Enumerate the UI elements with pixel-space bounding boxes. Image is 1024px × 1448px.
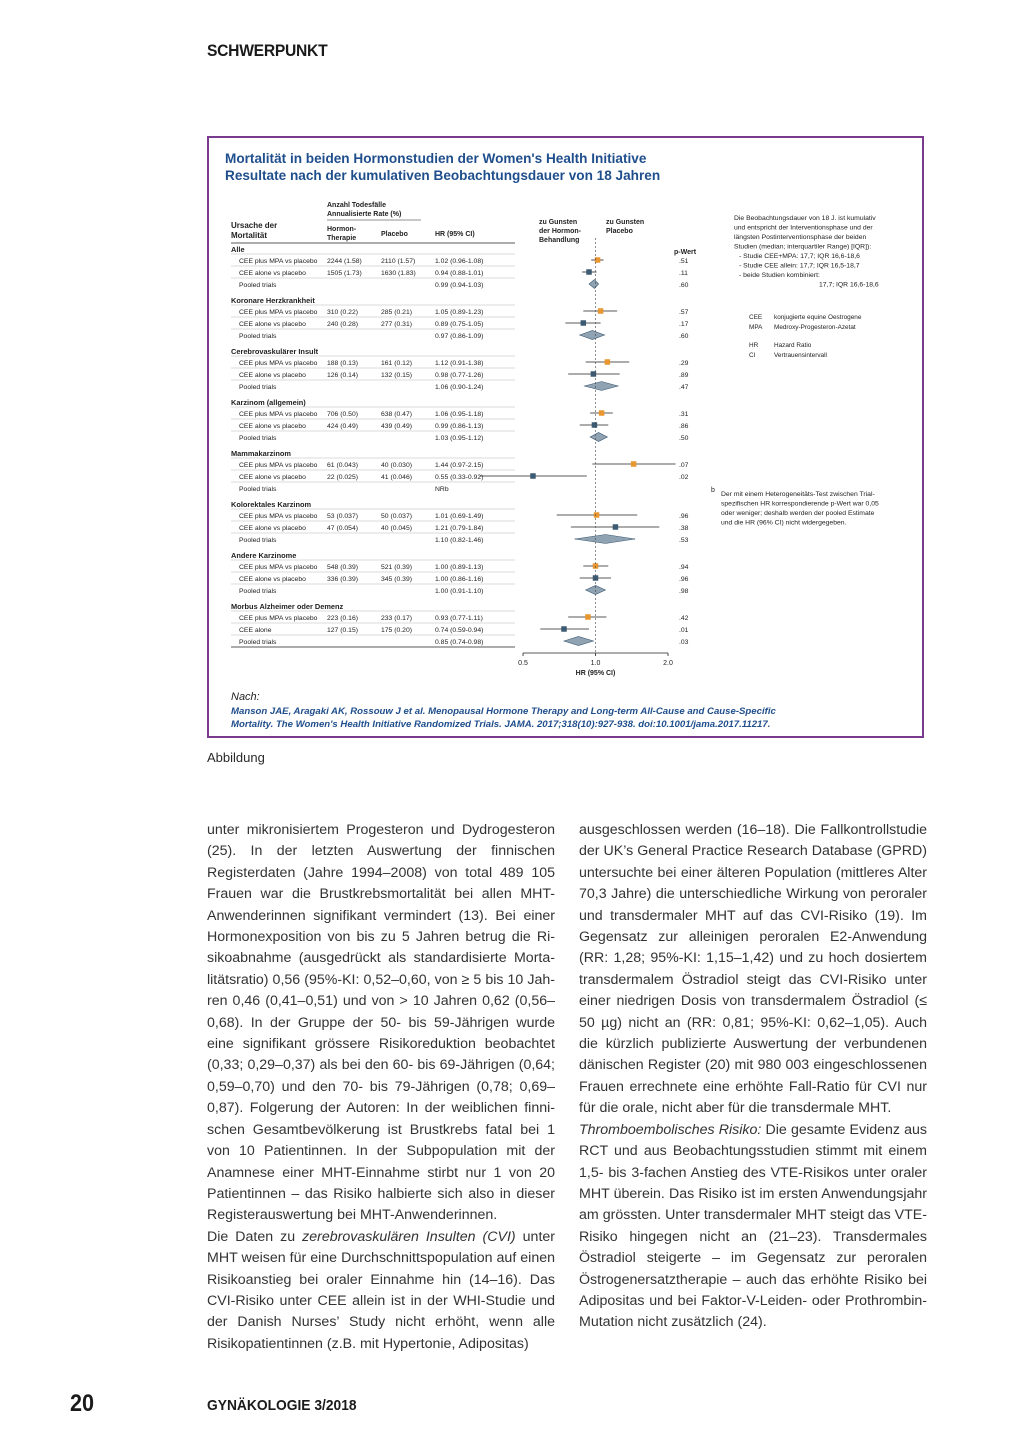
p-value: .50 xyxy=(679,435,689,442)
group-heading: Karzinom (allgemein) xyxy=(231,398,306,407)
row-label: Pooled trials xyxy=(239,333,277,340)
hr-point-alone xyxy=(586,269,592,275)
placebo-value: 2110 (1.57) xyxy=(381,258,416,265)
row-label: Pooled trials xyxy=(239,384,277,391)
row-label: CEE plus MPA vs placebo xyxy=(239,462,318,469)
favors-placebo-label: Placebo xyxy=(606,228,633,235)
hr-value: 1.01 (0.69-1.49) xyxy=(435,513,484,520)
row-label: CEE plus MPA vs placebo xyxy=(239,258,318,265)
hr-value: 1.00 (0.91-1.10) xyxy=(435,588,484,595)
hr-value: 0.85 (0.74-0.98) xyxy=(435,639,484,646)
hormone-value: 188 (0.13) xyxy=(327,360,358,367)
placebo-value: 439 (0.49) xyxy=(381,423,412,430)
body-column-right xyxy=(579,820,927,1334)
row-label: Pooled trials xyxy=(239,282,277,289)
hr-point-mpa xyxy=(631,461,637,467)
body-paragraph: ausgeschlossen werden (16–18). Die Fallkontrollstudie der UK’s General Practice Research Database (GPRD) untersuchte bei einer älteren Population (mittleres Alter 70,3 Jahre) die unterschiedliche Wirkung von peroraler und transdermaler MHT auf das CVI-Risiko (19). Im Gegensatz zur alleinigen peroralen E2-Anwendung (RR: 1,28; 95%-KI: 1,15–1,42) und zu hoch dosiertem transdermalem Östradiol steigt das CVI-Risiko unter einer niedrigen Dosis von transdermalem Östradiol (≤ 50 µg) nicht an (RR: 0,81; 95%-KI: 0,62–1,05). Auch die kürzlich publizierte Auswertung der verbundenen dänischen Register (20) mit 980 003 eingeschlossenen Frauen errechnete eine erhöhte Fall-Ratio für CVI nur für die orale, nicht aber für die transdermale MHT. xyxy=(579,822,927,1117)
hr-value: 1.10 (0.82-1.46) xyxy=(435,537,484,544)
row-label: CEE alone vs placebo xyxy=(239,270,306,277)
hr-header: HR (95% CI) xyxy=(435,231,475,238)
group-heading: Mammakarzinom xyxy=(231,449,291,458)
row-label: CEE alone vs placebo xyxy=(239,423,306,430)
hormone-value: 240 (0.28) xyxy=(327,321,358,328)
page-number: 20 xyxy=(70,1390,95,1417)
hormone-value: 1505 (1.73) xyxy=(327,270,362,277)
pooled-diamond xyxy=(590,433,607,442)
placebo-value: 233 (0.17) xyxy=(381,615,412,622)
row-label: Pooled trials xyxy=(239,537,277,544)
note-line: und entspricht der Interventionsphase und der xyxy=(734,224,873,232)
row-label: CEE alone vs placebo xyxy=(239,576,306,583)
placebo-value: 40 (0.030) xyxy=(381,462,412,469)
favors-hormone-label: Behandlung xyxy=(539,237,580,244)
hormone-value: 2244 (1.58) xyxy=(327,258,362,265)
placebo-value: 345 (0.39) xyxy=(381,576,412,583)
footnote-mark: b xyxy=(711,487,715,494)
note-line: - Studie CEE allein: 17,7; IQR 16,5-18,7 xyxy=(739,262,860,270)
hr-value: 0.97 (0.86-1.09) xyxy=(435,333,484,340)
row-label: CEE alone vs placebo xyxy=(239,372,306,379)
p-value: .60 xyxy=(679,333,689,340)
row-label: Pooled trials xyxy=(239,435,277,442)
source-citation: Manson JAE, Aragaki AK, Rossouw J et al. Menopausal Hormone Therapy and Long-term All-Cause and Cause-Specific xyxy=(231,706,776,717)
p-value: .31 xyxy=(679,411,689,418)
section-header: SCHWERPUNKT xyxy=(207,41,328,60)
source-citation: Mortality. The Women's Health Initiative Randomized Trials. JAMA. 2017;318(10):927-938. doi:10.1001/jama.2017.11217. xyxy=(231,719,771,730)
placebo-value: 521 (0.39) xyxy=(381,564,412,571)
hr-point-mpa xyxy=(598,308,604,314)
row-label: CEE plus MPA vs placebo xyxy=(239,513,318,520)
group-heading: Koronare Herzkrankheit xyxy=(231,296,315,305)
abbreviation-text: Medroxy-Progesteron-Azetat xyxy=(774,324,856,331)
hormone-value: 310 (0.22) xyxy=(327,309,358,316)
favors-hormone-label: der Hormon- xyxy=(539,228,581,235)
hormone-value: 126 (0.14) xyxy=(327,372,358,379)
hr-value: NRb xyxy=(435,486,449,493)
p-value: .38 xyxy=(679,525,689,532)
p-value: .53 xyxy=(679,537,689,544)
hr-value: 1.06 (0.90-1.24) xyxy=(435,384,484,391)
placebo-value: 161 (0.12) xyxy=(381,360,412,367)
abbreviation-text: Vertrauensintervall xyxy=(774,352,827,359)
p-value: .86 xyxy=(679,423,689,430)
p-value: .17 xyxy=(679,321,689,328)
x-tick-label: 2.0 xyxy=(663,660,673,667)
group-heading: Kolorektales Karzinom xyxy=(231,500,312,509)
pooled-diamond xyxy=(580,331,605,340)
note-line: - Studie CEE+MPA: 17,7; IQR 16,6-18,6 xyxy=(739,253,860,260)
figure-box xyxy=(207,136,924,738)
hr-point-mpa xyxy=(594,512,600,518)
hr-value: 0.93 (0.77-1.11) xyxy=(435,615,483,622)
hormone-value: 61 (0.043) xyxy=(327,462,358,469)
hr-value: 1.00 (0.89-1.13) xyxy=(435,564,484,571)
hr-point-alone xyxy=(530,473,536,479)
note-line: längsten Postinterventionsphase der beiden xyxy=(734,234,867,241)
p-value: .07 xyxy=(679,462,689,469)
abbreviation-key: CI xyxy=(749,352,756,359)
journal-footer: GYNÄKOLOGIE 3/2018 xyxy=(207,1397,357,1414)
figure-title: Mortalität in beiden Hormonstudien der Women's Health Initiative xyxy=(225,151,647,166)
hr-value: 0.98 (0.77-1.26) xyxy=(435,372,484,379)
hr-value: 1.44 (0.97-2.15) xyxy=(435,462,484,469)
abbreviation-key: MPA xyxy=(749,324,763,331)
hormone-value: 47 (0.054) xyxy=(327,525,358,532)
footnote-line: und die HR (96% CI) nicht widergegeben. xyxy=(721,519,847,527)
p-value: .98 xyxy=(679,588,689,595)
hormone-value: 706 (0.50) xyxy=(327,411,358,418)
favors-hormone-label: zu Gunsten xyxy=(539,219,578,226)
row-label: Pooled trials xyxy=(239,639,277,646)
x-tick-label: 0.5 xyxy=(518,660,528,667)
row-label: CEE plus MPA vs placebo xyxy=(239,615,318,622)
placebo-value: 1630 (1.83) xyxy=(381,270,416,277)
hr-value: 1.02 (0.96-1.08) xyxy=(435,258,484,265)
p-value: .57 xyxy=(679,309,689,316)
placebo-value: 277 (0.31) xyxy=(381,321,412,328)
hr-value: 0.74 (0.59-0.94) xyxy=(435,627,484,634)
placebo-value: 638 (0.47) xyxy=(381,411,412,418)
footnote-line: oder weniger; deshalb werden der pooled Estimate xyxy=(721,510,875,517)
body-paragraph: unter mikronisiertem Progesteron und Dydrogesteron (25). In der letzten Auswertung der finnischen Registerdaten (Jahre 1994–2008) von total 489 105 Frauen war die Brustkrebsmortalität bei allen MHT-Anwenderinnen signifikant vermindert (13). Bei einer Hormonexposition von bis zu 5 Jahren betrug die Risikoabnahme (ausgedrückt als standardisierte Mortalitätsratio) 0,56 (95%-KI: 0,52–0,60, von ≥ 5 bis 10 Jahren 0,46 (0,41–0,51) und von > 10 Jahren 0,62 (0,56–0,68). In der Gruppe der 50- bis 59-Jährigen wurde eine signifikant grössere Risikoreduktion beobachtet (0,33; 0,29–0,37) als bei den 60- bis 69-Jährigen (0,64; 0,59–0,70) und den 70- bis 79-Jährigen (0,78; 0,69–0,87). Folgerung der Autoren: In der weiblichen finnischen Gesamtbevölkerung ist Brustkrebs fatal bei 1 von 10 Patientinnen. In der Subpopulation mit der Anamnese einer MHT-Einnahme stirbt nur 1 von 20 Patientinnen – das Risiko halbierte sich also in dieser Registerauswertung bei MHT-Anwenderinnen. xyxy=(207,822,555,1224)
body-paragraph: Thromboembolisches Risiko: Die gesamte Evidenz aus RCT und aus Beobachtungsstudien stimmt mit einem 1,5- bis 3-fachen Anstieg des VTE-Risikos unter oraler MHT überein. Das Risiko ist im ersten Anwendungsjahr am grössten. Unter transdermaler MHT steigt das VTE-Risiko hingegen nicht an (21–23). Transdermales Östradiol steigerte – im Gegensatz zur peroralen Östrogenersatztherapie – auch das erhöhte Risiko bei Adipositas und bei Faktor-V-Leiden- oder Prothrombin-Mutation nicht zusätzlich (24). xyxy=(579,1121,928,1331)
note-line: Studien (median; interquartiler Range) [IQR]): xyxy=(734,243,872,251)
p-value: .02 xyxy=(679,474,689,481)
note-line: Die Beobachtungsdauer von 18 J. ist kumulativ xyxy=(734,215,876,222)
x-tick-label: 1.0 xyxy=(590,660,601,667)
count-header: Annualisierte Rate (%) xyxy=(327,211,402,218)
x-axis-label: HR (95% CI) xyxy=(575,670,616,677)
p-value: .51 xyxy=(679,258,689,265)
body-paragraph: Die Daten zu zerebrovaskulären Insulten (CVI) unter MHT weisen für eine Durchschnittspopulation auf einen Risikoanstieg bei oraler Einnahme hin (14–16). Das CVI-Risiko unter CEE allein ist in der WHI-Studie und der Danish Nurses’ Study nicht erhöht, wenn alle Risikopatientinnen (z.B. mit Hypertonie, Adipositas) xyxy=(207,1228,555,1352)
hr-value: 0.99 (0.86-1.13) xyxy=(435,423,484,430)
hr-value: 1.12 (0.91-1.38) xyxy=(435,360,484,367)
p-value: .01 xyxy=(679,627,689,634)
row-label: CEE plus MPA vs placebo xyxy=(239,360,318,367)
pooled-diamond xyxy=(575,535,635,544)
hormone-value: 336 (0.39) xyxy=(327,576,358,583)
row-label: CEE alone xyxy=(239,627,272,634)
row-label: CEE plus MPA vs placebo xyxy=(239,309,318,316)
abbreviation-key: CEE xyxy=(749,314,763,321)
pooled-diamond xyxy=(564,637,593,646)
hormone-value: 548 (0.39) xyxy=(327,564,358,571)
pooled-diamond xyxy=(589,280,599,289)
row-label: CEE plus MPA vs placebo xyxy=(239,564,318,571)
hr-point-mpa xyxy=(599,410,605,416)
hormone-value: 22 (0.025) xyxy=(327,474,358,481)
favors-placebo-label: zu Gunsten xyxy=(606,219,645,226)
group-heading: Cerebrovaskulärer Insult xyxy=(231,347,319,356)
p-value: .11 xyxy=(679,270,688,277)
hr-value: 0.89 (0.75-1.05) xyxy=(435,321,484,328)
hr-point-alone xyxy=(613,524,619,530)
note-line: 17,7; IQR 16,6-18,6 xyxy=(819,281,879,289)
hr-value: 0.99 (0.94-1.03) xyxy=(435,282,484,289)
hr-value: 0.94 (0.88-1.01) xyxy=(435,270,484,277)
row-label: Pooled trials xyxy=(239,588,277,595)
hormone-value: 53 (0.037) xyxy=(327,513,358,520)
placebo-value: 175 (0.20) xyxy=(381,627,412,634)
hormone-value: 424 (0.49) xyxy=(327,423,358,430)
hr-value: 1.05 (0.89-1.23) xyxy=(435,309,484,316)
cause-header: Ursache der xyxy=(231,221,278,230)
abbreviation-key: HR xyxy=(749,342,759,349)
hr-point-alone xyxy=(561,626,567,632)
hr-point-alone xyxy=(581,320,587,326)
hormone-value: 223 (0.16) xyxy=(327,615,358,622)
row-label: CEE alone vs placebo xyxy=(239,525,306,532)
p-value: .47 xyxy=(679,384,689,391)
hr-value: 0.55 (0.33-0.92) xyxy=(435,474,484,481)
hormone-value: 127 (0.15) xyxy=(327,627,358,634)
hr-value: 1.06 (0.95-1.18) xyxy=(435,411,484,418)
hormone-header: Hormon- xyxy=(327,226,357,233)
pvalue-header: p-Wert xyxy=(674,249,697,256)
pooled-diamond xyxy=(584,382,618,391)
group-heading: Andere Karzinome xyxy=(231,551,297,560)
hr-point-mpa xyxy=(585,614,591,620)
placebo-value: 132 (0.15) xyxy=(381,372,412,379)
p-value: .96 xyxy=(679,576,689,583)
placebo-header: Placebo xyxy=(381,231,408,238)
row-label: CEE plus MPA vs placebo xyxy=(239,411,318,418)
abbreviation-text: Hazard Ratio xyxy=(774,342,812,349)
row-label: Pooled trials xyxy=(239,486,277,493)
hr-value: 1.00 (0.86-1.16) xyxy=(435,576,484,583)
placebo-value: 40 (0.045) xyxy=(381,525,412,532)
placebo-value: 41 (0.046) xyxy=(381,474,412,481)
hr-value: 1.21 (0.79-1.84) xyxy=(435,525,484,532)
row-label: CEE alone vs placebo xyxy=(239,474,306,481)
hr-point-mpa xyxy=(605,359,611,365)
row-label: CEE alone vs placebo xyxy=(239,321,306,328)
p-value: .60 xyxy=(679,282,689,289)
note-line: - beide Studien kombiniert: xyxy=(739,272,820,279)
group-heading: Alle xyxy=(231,245,245,254)
p-value: .89 xyxy=(679,372,689,379)
figure-subtitle: Resultate nach der kumulativen Beobachtungsdauer von 18 Jahren xyxy=(225,168,661,183)
hr-point-alone xyxy=(592,422,598,428)
p-value: .03 xyxy=(679,639,689,646)
footnote-line: spezifischen HR korrespondierende p-Wert war 0,05 xyxy=(721,500,879,508)
footnote-line: Der mit einem Heterogeneitäts-Test zwischen Trial- xyxy=(721,491,875,498)
p-value: .42 xyxy=(679,615,689,622)
count-header: Anzahl Todesfälle xyxy=(327,202,386,209)
hormone-header: Therapie xyxy=(327,235,357,242)
abbreviation-text: konjugierte equine Oestrogene xyxy=(774,314,862,321)
placebo-value: 285 (0.21) xyxy=(381,309,412,316)
forest-plot-figure xyxy=(209,138,922,736)
placebo-value: 50 (0.037) xyxy=(381,513,412,520)
group-heading: Morbus Alzheimer oder Demenz xyxy=(231,602,344,611)
cause-header: Mortalität xyxy=(231,231,267,240)
figure-caption: Abbildung xyxy=(207,750,265,765)
p-value: .96 xyxy=(679,513,689,520)
body-column-left xyxy=(207,820,555,1355)
p-value: .29 xyxy=(679,360,689,367)
source-label: Nach: xyxy=(231,691,260,703)
p-value: .94 xyxy=(679,564,689,571)
hr-value: 1.03 (0.95-1.12) xyxy=(435,435,484,442)
